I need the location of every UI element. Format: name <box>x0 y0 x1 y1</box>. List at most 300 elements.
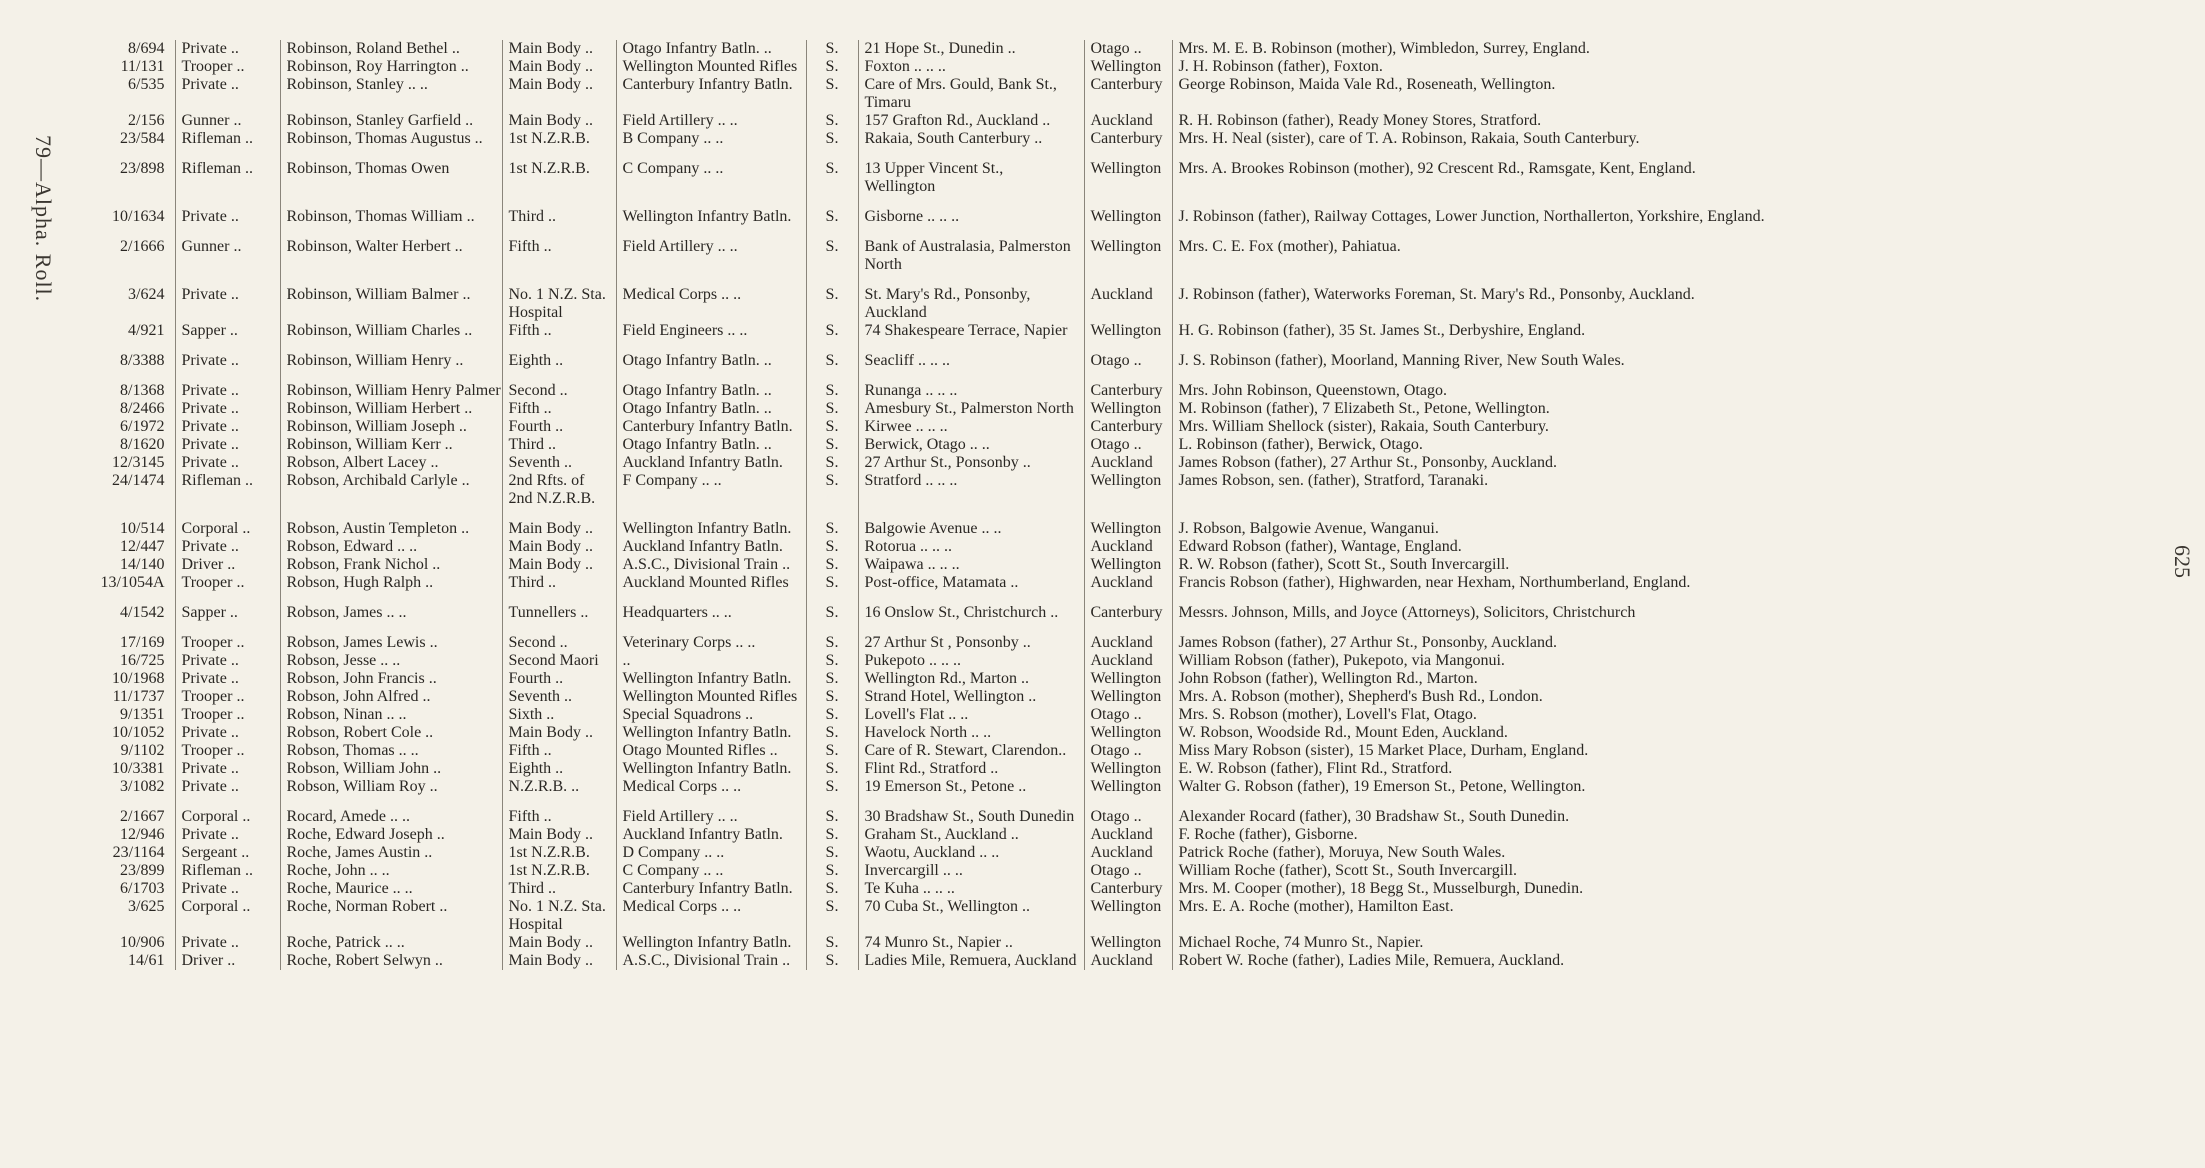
rank: Trooper .. <box>175 706 280 724</box>
draft-body: No. 1 N.Z. Sta. Hospital <box>502 898 616 934</box>
last-address: 74 Shakespeare Terrace, Napier <box>858 322 1084 340</box>
rank: Sergeant .. <box>175 844 280 862</box>
table-row <box>80 952 2140 970</box>
soldier-name: Rocard, Amede .. .. <box>280 796 502 826</box>
unit: .. <box>616 652 806 670</box>
draft-body: Eighth .. <box>502 760 616 778</box>
last-address: Care of R. Stewart, Clarendon.. <box>858 742 1084 760</box>
next-of-kin: James Robson (father), 27 Arthur St., Ponsonby, Auckland. <box>1172 454 2140 472</box>
regimental-number: 9/1102 <box>120 742 165 759</box>
table-row <box>80 508 2140 538</box>
last-address: Balgowie Avenue .. .. <box>858 508 1084 538</box>
next-of-kin: Mrs. H. Neal (sister), care of T. A. Robinson, Rakaia, South Canterbury. <box>1172 130 2140 148</box>
district: Canterbury <box>1084 418 1172 436</box>
draft-body: Main Body .. <box>502 556 616 574</box>
regimental-number: 14/140 <box>120 556 165 573</box>
soldier-name: Robinson, William Herbert .. <box>280 400 502 418</box>
draft-body: Third .. <box>502 574 616 592</box>
regimental-number: 10/1052 <box>112 724 165 741</box>
status: S. <box>806 592 858 622</box>
unit: Wellington Infantry Batln. <box>616 724 806 742</box>
rank: Private .. <box>175 274 280 322</box>
next-of-kin: George Robinson, Maida Vale Rd., Roseneath, Wellington. <box>1172 76 2140 112</box>
soldier-name: Roche, Maurice .. .. <box>280 880 502 898</box>
unit: A.S.C., Divisional Train .. <box>616 952 806 970</box>
unit: Auckland Mounted Rifles <box>616 574 806 592</box>
rank: Private .. <box>175 538 280 556</box>
status: S. <box>806 112 858 130</box>
district: Auckland <box>1084 826 1172 844</box>
status: S. <box>806 688 858 706</box>
regimental-number: 17/169 <box>120 634 165 651</box>
soldier-name: Robinson, William Henry .. <box>280 340 502 370</box>
next-of-kin: William Robson (father), Pukepoto, via Mangonui. <box>1172 652 2140 670</box>
draft-body: Fifth .. <box>502 796 616 826</box>
draft-body: Fourth .. <box>502 418 616 436</box>
next-of-kin: Miss Mary Robson (sister), 15 Market Place, Durham, England. <box>1172 742 2140 760</box>
soldier-name: Robson, William John .. <box>280 760 502 778</box>
draft-body: 1st N.Z.R.B. <box>502 844 616 862</box>
next-of-kin: Mrs. E. A. Roche (mother), Hamilton East. <box>1172 898 2140 934</box>
unit: Wellington Mounted Rifles <box>616 58 806 76</box>
unit: Headquarters .. .. <box>616 592 806 622</box>
table-row <box>80 196 2140 226</box>
rank: Private .. <box>175 724 280 742</box>
regimental-number: 12/946 <box>120 826 165 843</box>
regimental-number: 2/156 <box>128 112 165 129</box>
last-address: 157 Grafton Rd., Auckland .. <box>858 112 1084 130</box>
regimental-number: 8/1368 <box>120 382 165 399</box>
next-of-kin: Walter G. Robson (father), 19 Emerson St., Petone, Wellington. <box>1172 778 2140 796</box>
last-address: 21 Hope St., Dunedin .. <box>858 40 1084 58</box>
district: Auckland <box>1084 112 1172 130</box>
status: S. <box>806 40 858 58</box>
unit: Medical Corps .. .. <box>616 274 806 322</box>
draft-body: Main Body .. <box>502 724 616 742</box>
last-address: Kirwee .. .. .. <box>858 418 1084 436</box>
table-row <box>80 652 2140 670</box>
unit: Otago Infantry Batln. .. <box>616 436 806 454</box>
unit: Otago Infantry Batln. .. <box>616 400 806 418</box>
table-row <box>80 724 2140 742</box>
last-address: Invercargill .. .. <box>858 862 1084 880</box>
unit: Canterbury Infantry Batln. <box>616 880 806 898</box>
next-of-kin: E. W. Robson (father), Flint Rd., Stratford. <box>1172 760 2140 778</box>
status: S. <box>806 652 858 670</box>
next-of-kin: William Roche (father), Scott St., South Invercargill. <box>1172 862 2140 880</box>
draft-body: Main Body .. <box>502 76 616 112</box>
rank: Private .. <box>175 778 280 796</box>
regimental-number: 3/625 <box>128 898 165 915</box>
district: Otago .. <box>1084 40 1172 58</box>
draft-body: Eighth .. <box>502 340 616 370</box>
rank: Rifleman .. <box>175 148 280 196</box>
draft-body: 1st N.Z.R.B. <box>502 130 616 148</box>
district: Auckland <box>1084 844 1172 862</box>
unit: Canterbury Infantry Batln. <box>616 418 806 436</box>
regimental-number: 16/725 <box>120 652 165 669</box>
next-of-kin: Patrick Roche (father), Moruya, New South Wales. <box>1172 844 2140 862</box>
soldier-name: Robson, John Francis .. <box>280 670 502 688</box>
status: S. <box>806 196 858 226</box>
table-row <box>80 274 2140 322</box>
rank: Private .. <box>175 436 280 454</box>
table-row <box>80 436 2140 454</box>
table-row <box>80 670 2140 688</box>
rank: Private .. <box>175 370 280 400</box>
last-address: 19 Emerson St., Petone .. <box>858 778 1084 796</box>
regimental-number: 23/898 <box>120 160 165 177</box>
unit: Medical Corps .. .. <box>616 778 806 796</box>
rank: Corporal .. <box>175 898 280 934</box>
status: S. <box>806 130 858 148</box>
district: Otago .. <box>1084 862 1172 880</box>
regimental-number: 23/1164 <box>112 844 165 861</box>
next-of-kin: Michael Roche, 74 Munro St., Napier. <box>1172 934 2140 952</box>
regimental-number: 11/131 <box>120 58 165 75</box>
status: S. <box>806 622 858 652</box>
district: Auckland <box>1084 274 1172 322</box>
draft-body: Main Body .. <box>502 826 616 844</box>
draft-body: Main Body .. <box>502 934 616 952</box>
unit: Otago Infantry Batln. .. <box>616 370 806 400</box>
regimental-number: 6/1703 <box>120 880 165 897</box>
next-of-kin: J. Robinson (father), Waterworks Foreman, St. Mary's Rd., Ponsonby, Auckland. <box>1172 274 2140 322</box>
rank: Trooper .. <box>175 58 280 76</box>
table-row <box>80 778 2140 796</box>
last-address: Gisborne .. .. .. <box>858 196 1084 226</box>
last-address: Waotu, Auckland .. .. <box>858 844 1084 862</box>
status: S. <box>806 148 858 196</box>
next-of-kin: R. W. Robson (father), Scott St., South Invercargill. <box>1172 556 2140 574</box>
status: S. <box>806 778 858 796</box>
next-of-kin: Mrs. M. Cooper (mother), 18 Begg St., Musselburgh, Dunedin. <box>1172 880 2140 898</box>
last-address: Berwick, Otago .. .. <box>858 436 1084 454</box>
rank: Private .. <box>175 760 280 778</box>
next-of-kin: J. H. Robinson (father), Foxton. <box>1172 58 2140 76</box>
last-address: Graham St., Auckland .. <box>858 826 1084 844</box>
table-row <box>80 934 2140 952</box>
rank: Corporal .. <box>175 508 280 538</box>
rank: Private .. <box>175 934 280 952</box>
draft-body: Fifth .. <box>502 226 616 274</box>
soldier-name: Robson, Hugh Ralph .. <box>280 574 502 592</box>
draft-body: Main Body .. <box>502 508 616 538</box>
draft-body: 1st N.Z.R.B. <box>502 148 616 196</box>
soldier-name: Robson, Archibald Carlyle .. <box>280 472 502 508</box>
unit: Wellington Mounted Rifles <box>616 688 806 706</box>
regimental-number: 10/3381 <box>112 760 165 777</box>
next-of-kin: Mrs. C. E. Fox (mother), Pahiatua. <box>1172 226 2140 274</box>
draft-body: Seventh .. <box>502 688 616 706</box>
unit: Medical Corps .. .. <box>616 898 806 934</box>
last-address: Lovell's Flat .. .. <box>858 706 1084 724</box>
draft-body: Fourth .. <box>502 670 616 688</box>
regimental-number: 10/514 <box>120 520 165 537</box>
district: Canterbury <box>1084 880 1172 898</box>
unit: Canterbury Infantry Batln. <box>616 76 806 112</box>
next-of-kin: Alexander Rocard (father), 30 Bradshaw St., South Dunedin. <box>1172 796 2140 826</box>
last-address: Pukepoto .. .. .. <box>858 652 1084 670</box>
district: Otago .. <box>1084 706 1172 724</box>
draft-body: Second Maori <box>502 652 616 670</box>
soldier-name: Robson, Austin Templeton .. <box>280 508 502 538</box>
status: S. <box>806 574 858 592</box>
district: Wellington <box>1084 760 1172 778</box>
district: Auckland <box>1084 574 1172 592</box>
table-row <box>80 322 2140 340</box>
regimental-number: 8/2466 <box>120 400 165 417</box>
soldier-name: Robinson, William Balmer .. <box>280 274 502 322</box>
last-address: Seacliff .. .. .. <box>858 340 1084 370</box>
regimental-number: 4/921 <box>128 322 165 339</box>
regimental-number: 10/1634 <box>112 208 165 225</box>
next-of-kin: M. Robinson (father), 7 Elizabeth St., Petone, Wellington. <box>1172 400 2140 418</box>
regimental-number: 8/694 <box>128 40 165 57</box>
table-row <box>80 340 2140 370</box>
regimental-number: 3/624 <box>128 286 165 303</box>
unit: Auckland Infantry Batln. <box>616 454 806 472</box>
soldier-name: Robinson, Thomas Augustus .. <box>280 130 502 148</box>
status: S. <box>806 952 858 970</box>
soldier-name: Robson, James .. .. <box>280 592 502 622</box>
table-row <box>80 622 2140 652</box>
table-row <box>80 112 2140 130</box>
last-address: Foxton .. .. .. <box>858 58 1084 76</box>
last-address: Stratford .. .. .. <box>858 472 1084 508</box>
district: Canterbury <box>1084 76 1172 112</box>
regimental-number: 23/584 <box>120 130 165 147</box>
table-row <box>80 760 2140 778</box>
soldier-name: Robson, William Roy .. <box>280 778 502 796</box>
draft-body: N.Z.R.B. .. <box>502 778 616 796</box>
draft-body: Sixth .. <box>502 706 616 724</box>
next-of-kin: W. Robson, Woodside Rd., Mount Eden, Auckland. <box>1172 724 2140 742</box>
rank: Trooper .. <box>175 742 280 760</box>
rank: Private .. <box>175 880 280 898</box>
draft-body: No. 1 N.Z. Sta. Hospital <box>502 274 616 322</box>
next-of-kin: Francis Robson (father), Highwarden, near Hexham, Northumberland, England. <box>1172 574 2140 592</box>
regimental-number: 23/899 <box>120 862 165 879</box>
table-row <box>80 76 2140 112</box>
soldier-name: Robson, Albert Lacey .. <box>280 454 502 472</box>
soldier-name: Robinson, Thomas William .. <box>280 196 502 226</box>
next-of-kin: Edward Robson (father), Wantage, England. <box>1172 538 2140 556</box>
regimental-number: 14/61 <box>128 952 165 969</box>
unit: Auckland Infantry Batln. <box>616 826 806 844</box>
status: S. <box>806 274 858 322</box>
unit: Wellington Infantry Batln. <box>616 196 806 226</box>
district: Wellington <box>1084 670 1172 688</box>
soldier-name: Robinson, Roy Harrington .. <box>280 58 502 76</box>
table-row <box>80 574 2140 592</box>
draft-body: Main Body .. <box>502 40 616 58</box>
soldier-name: Robson, Robert Cole .. <box>280 724 502 742</box>
nominal-roll-table <box>80 40 2140 970</box>
district: Wellington <box>1084 688 1172 706</box>
next-of-kin: Mrs. William Shellock (sister), Rakaia, South Canterbury. <box>1172 418 2140 436</box>
rank: Private .. <box>175 400 280 418</box>
draft-body: Main Body .. <box>502 58 616 76</box>
rank: Rifleman .. <box>175 862 280 880</box>
regimental-number: 6/1972 <box>120 418 165 435</box>
table-row <box>80 40 2140 58</box>
table-row <box>80 742 2140 760</box>
last-address: Bank of Australasia, Palmerston North <box>858 226 1084 274</box>
status: S. <box>806 322 858 340</box>
roll-body <box>80 40 2140 970</box>
last-address: 16 Onslow St., Christchurch .. <box>858 592 1084 622</box>
status: S. <box>806 880 858 898</box>
district: Wellington <box>1084 934 1172 952</box>
unit: C Company .. .. <box>616 148 806 196</box>
district: Auckland <box>1084 652 1172 670</box>
next-of-kin: Robert W. Roche (father), Ladies Mile, Remuera, Auckland. <box>1172 952 2140 970</box>
draft-body: Main Body .. <box>502 952 616 970</box>
district: Auckland <box>1084 952 1172 970</box>
table-row <box>80 538 2140 556</box>
table-row <box>80 706 2140 724</box>
next-of-kin: F. Roche (father), Gisborne. <box>1172 826 2140 844</box>
soldier-name: Roche, John .. .. <box>280 862 502 880</box>
table-row <box>80 148 2140 196</box>
rank: Driver .. <box>175 556 280 574</box>
rank: Gunner .. <box>175 226 280 274</box>
unit: A.S.C., Divisional Train .. <box>616 556 806 574</box>
district: Wellington <box>1084 196 1172 226</box>
rank: Private .. <box>175 340 280 370</box>
last-address: Care of Mrs. Gould, Bank St., Timaru <box>858 76 1084 112</box>
soldier-name: Robson, Frank Nichol .. <box>280 556 502 574</box>
rank: Private .. <box>175 76 280 112</box>
status: S. <box>806 538 858 556</box>
district: Wellington <box>1084 508 1172 538</box>
soldier-name: Robson, Edward .. .. <box>280 538 502 556</box>
next-of-kin: J. Robson, Balgowie Avenue, Wanganui. <box>1172 508 2140 538</box>
unit: C Company .. .. <box>616 862 806 880</box>
next-of-kin: R. H. Robinson (father), Ready Money Stores, Stratford. <box>1172 112 2140 130</box>
last-address: 70 Cuba St., Wellington .. <box>858 898 1084 934</box>
regimental-number: 24/1474 <box>112 472 165 489</box>
table-row <box>80 130 2140 148</box>
unit: Field Artillery .. .. <box>616 112 806 130</box>
soldier-name: Roche, Edward Joseph .. <box>280 826 502 844</box>
unit: Otago Infantry Batln. .. <box>616 40 806 58</box>
unit: Auckland Infantry Batln. <box>616 538 806 556</box>
rank: Private .. <box>175 670 280 688</box>
district: Auckland <box>1084 538 1172 556</box>
soldier-name: Robson, Ninan .. .. <box>280 706 502 724</box>
status: S. <box>806 898 858 934</box>
district: Wellington <box>1084 556 1172 574</box>
status: S. <box>806 760 858 778</box>
soldier-name: Robinson, William Kerr .. <box>280 436 502 454</box>
status: S. <box>806 796 858 826</box>
rank: Private .. <box>175 826 280 844</box>
status: S. <box>806 934 858 952</box>
status: S. <box>806 706 858 724</box>
last-address: Amesbury St., Palmerston North <box>858 400 1084 418</box>
soldier-name: Robson, Thomas .. .. <box>280 742 502 760</box>
rank: Sapper .. <box>175 592 280 622</box>
table-row <box>80 844 2140 862</box>
next-of-kin: L. Robinson (father), Berwick, Otago. <box>1172 436 2140 454</box>
last-address: Flint Rd., Stratford .. <box>858 760 1084 778</box>
status: S. <box>806 508 858 538</box>
regimental-number: 4/1542 <box>120 604 165 621</box>
district: Wellington <box>1084 898 1172 934</box>
unit: Special Squadrons .. <box>616 706 806 724</box>
soldier-name: Robinson, Thomas Owen <box>280 148 502 196</box>
district: Canterbury <box>1084 592 1172 622</box>
soldier-name: Roche, Patrick .. .. <box>280 934 502 952</box>
status: S. <box>806 58 858 76</box>
district: Wellington <box>1084 400 1172 418</box>
next-of-kin: Mrs. John Robinson, Queenstown, Otago. <box>1172 370 2140 400</box>
rank: Private .. <box>175 40 280 58</box>
table-row <box>80 898 2140 934</box>
regimental-number: 9/1351 <box>120 706 165 723</box>
rank: Sapper .. <box>175 322 280 340</box>
district: Wellington <box>1084 322 1172 340</box>
rank: Trooper .. <box>175 622 280 652</box>
district: Otago .. <box>1084 436 1172 454</box>
last-address: 27 Arthur St , Ponsonby .. <box>858 622 1084 652</box>
draft-body: Second .. <box>502 622 616 652</box>
district: Canterbury <box>1084 130 1172 148</box>
district: Canterbury <box>1084 370 1172 400</box>
draft-body: Fifth .. <box>502 400 616 418</box>
soldier-name: Robson, James Lewis .. <box>280 622 502 652</box>
unit: Field Engineers .. .. <box>616 322 806 340</box>
draft-body: 2nd Rfts. of 2nd N.Z.R.B. <box>502 472 616 508</box>
next-of-kin: Mrs. A. Robson (mother), Shepherd's Bush Rd., London. <box>1172 688 2140 706</box>
regimental-number: 6/535 <box>128 76 165 93</box>
status: S. <box>806 670 858 688</box>
rank: Private .. <box>175 652 280 670</box>
table-row <box>80 880 2140 898</box>
table-row <box>80 400 2140 418</box>
unit: B Company .. .. <box>616 130 806 148</box>
draft-body: Fifth .. <box>502 322 616 340</box>
last-address: 13 Upper Vincent St., Wellington <box>858 148 1084 196</box>
status: S. <box>806 226 858 274</box>
status: S. <box>806 370 858 400</box>
district: Auckland <box>1084 454 1172 472</box>
regimental-number: 2/1667 <box>120 808 165 825</box>
rank: Rifleman .. <box>175 472 280 508</box>
next-of-kin: J. S. Robinson (father), Moorland, Manning River, New South Wales. <box>1172 340 2140 370</box>
last-address: 30 Bradshaw St., South Dunedin <box>858 796 1084 826</box>
last-address: Te Kuha .. .. .. <box>858 880 1084 898</box>
last-address: Rakaia, South Canterbury .. <box>858 130 1084 148</box>
next-of-kin: John Robson (father), Wellington Rd., Marton. <box>1172 670 2140 688</box>
status: S. <box>806 76 858 112</box>
rank: Private .. <box>175 454 280 472</box>
table-row <box>80 592 2140 622</box>
table-row <box>80 226 2140 274</box>
table-row <box>80 472 2140 508</box>
rank: Rifleman .. <box>175 130 280 148</box>
regimental-number: 12/3145 <box>112 454 165 471</box>
draft-body: Third .. <box>502 880 616 898</box>
rank: Driver .. <box>175 952 280 970</box>
soldier-name: Robson, John Alfred .. <box>280 688 502 706</box>
regimental-number: 12/447 <box>120 538 165 555</box>
last-address: St. Mary's Rd., Ponsonby, Auckland <box>858 274 1084 322</box>
regimental-number: 8/3388 <box>120 352 165 369</box>
status: S. <box>806 742 858 760</box>
